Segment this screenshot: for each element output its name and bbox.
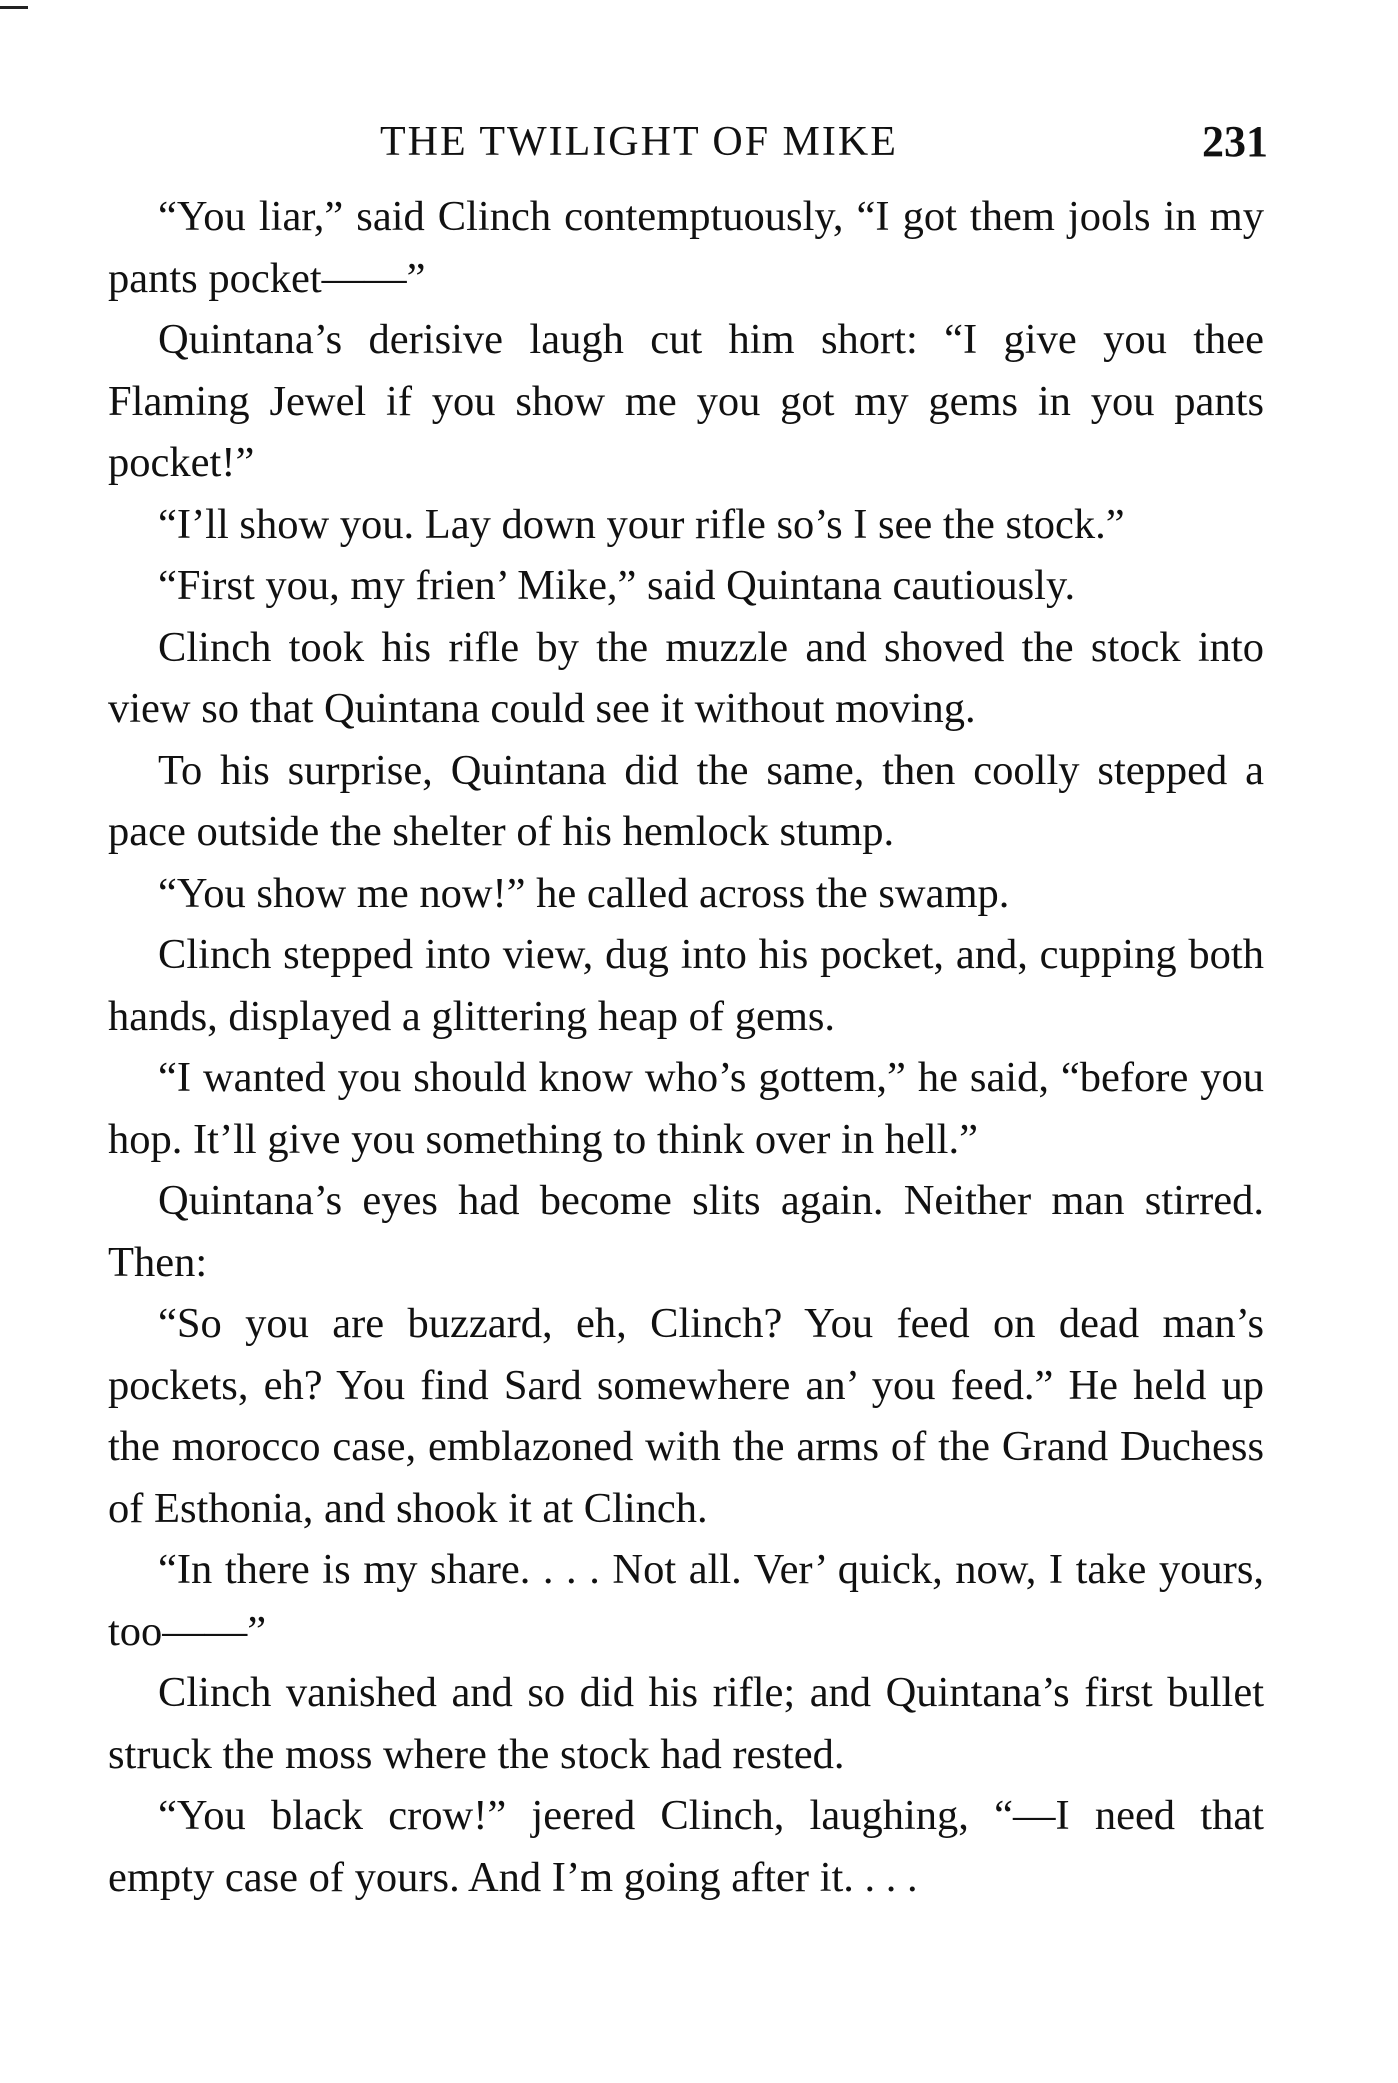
paragraph: To his surprise, Quintana did the same, then coolly stepped a pace outside the shelter of his hemlock stump.: [108, 746, 1264, 855]
paragraph: “You black crow!” jeered Clinch, laughing, “—I need that empty case of yours. And I’m going after it. . . .: [108, 1792, 1264, 1901]
paragraph: Clinch took his rifle by the muzzle and shoved the stock into view so that Quintana could see it without moving.: [108, 623, 1264, 732]
paragraph: “I wanted you should know who’s gottem,” he said, “before you hop. It’ll give you something to think over in hell.”: [108, 1054, 1264, 1163]
paragraph: “I’ll show you. Lay down your rifle so’s I see the stock.”: [158, 500, 1125, 548]
page-number: 231: [1202, 117, 1268, 166]
paragraph: “You show me now!” he called across the swamp.: [158, 869, 1010, 917]
paragraph: “So you are buzzard, eh, Clinch? You feed on dead man’s pockets, eh? You find Sard somewhere an’ you feed.” He held up the morocco case, emblazoned with the arms of the Grand Duchess of Esthonia, and shook it at Clinch.: [108, 1300, 1264, 1532]
body-text: [108, 186, 1264, 1908]
paragraph: Clinch vanished and so did his rifle; and Quintana’s first bullet struck the moss where the stock had rested.: [108, 1669, 1264, 1778]
running-header: [380, 112, 1268, 172]
paragraph: “In there is my share. . . . Not all. Ver’ quick, now, I take yours, too——”: [108, 1546, 1264, 1655]
paragraph: Quintana’s eyes had become slits again. Neither man stirred. Then:: [108, 1177, 1264, 1286]
paragraph: Quintana’s derisive laugh cut him short: “I give you thee Flaming Jewel if you show me you got my gems in you pants pocket!”: [108, 316, 1264, 486]
paragraph: Clinch stepped into view, dug into his pocket, and, cupping both hands, displayed a glittering heap of gems.: [108, 931, 1264, 1040]
running-title: THE TWILIGHT OF MIKE: [380, 119, 898, 165]
paragraph: “You liar,” said Clinch contemptuously, “I got them jools in my pants pocket——”: [108, 193, 1264, 302]
paragraph: “First you, my frien’ Mike,” said Quintana cautiously.: [158, 562, 1076, 609]
scan-mark: [0, 6, 28, 9]
